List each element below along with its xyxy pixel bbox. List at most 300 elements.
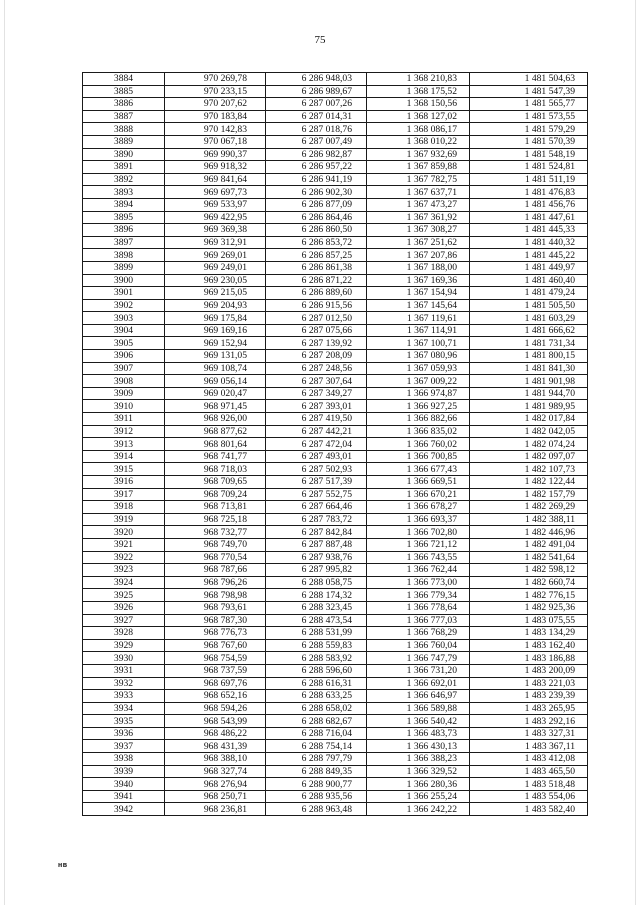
coord-x1-cell: 968 793,61 bbox=[165, 601, 266, 614]
table-row bbox=[83, 413, 588, 426]
coord-x1-cell: 969 020,47 bbox=[165, 387, 266, 400]
coord-x1-cell: 968 926,00 bbox=[165, 413, 266, 426]
coord-x2-cell: 1 368 010,22 bbox=[367, 135, 470, 148]
point-number-cell: 3898 bbox=[83, 249, 165, 262]
coord-x2-cell: 1 367 059,93 bbox=[367, 362, 470, 375]
coord-x2-cell: 1 368 175,52 bbox=[367, 85, 470, 98]
coord-y1-cell: 6 287 007,26 bbox=[266, 98, 367, 111]
point-number-cell: 3909 bbox=[83, 387, 165, 400]
point-number-cell: 3902 bbox=[83, 299, 165, 312]
coord-x2-cell: 1 367 080,96 bbox=[367, 350, 470, 363]
coord-x2-cell: 1 366 646,97 bbox=[367, 690, 470, 703]
table-row bbox=[83, 211, 588, 224]
coord-x2-cell: 1 367 145,64 bbox=[367, 299, 470, 312]
table-row bbox=[83, 148, 588, 161]
coord-x2-cell: 1 366 678,27 bbox=[367, 501, 470, 514]
table-row bbox=[83, 438, 588, 451]
coord-y1-cell: 6 288 323,45 bbox=[266, 601, 367, 614]
coord-y1-cell: 6 288 935,56 bbox=[266, 790, 367, 803]
coord-y1-cell: 6 287 842,84 bbox=[266, 526, 367, 539]
coord-x1-cell: 968 486,22 bbox=[165, 727, 266, 740]
table-row bbox=[83, 463, 588, 476]
table-row bbox=[83, 324, 588, 337]
point-number-cell: 3885 bbox=[83, 85, 165, 98]
scan-edge-right bbox=[635, 0, 636, 905]
coord-y1-cell: 6 288 633,25 bbox=[266, 690, 367, 703]
scan-edge-left bbox=[4, 0, 5, 905]
point-number-cell: 3893 bbox=[83, 186, 165, 199]
coord-y2-cell: 1 481 565,77 bbox=[470, 98, 588, 111]
coord-y2-cell: 1 481 666,62 bbox=[470, 324, 588, 337]
coord-x2-cell: 1 366 280,36 bbox=[367, 778, 470, 791]
coord-y1-cell: 6 287 208,09 bbox=[266, 350, 367, 363]
point-number-cell: 3899 bbox=[83, 261, 165, 274]
coord-x2-cell: 1 366 693,37 bbox=[367, 513, 470, 526]
point-number-cell: 3890 bbox=[83, 148, 165, 161]
point-number-cell: 3884 bbox=[83, 73, 165, 86]
coord-y1-cell: 6 288 559,83 bbox=[266, 639, 367, 652]
point-number-cell: 3910 bbox=[83, 400, 165, 413]
point-number-cell: 3897 bbox=[83, 236, 165, 249]
coord-x2-cell: 1 367 361,92 bbox=[367, 211, 470, 224]
coord-x2-cell: 1 366 540,42 bbox=[367, 715, 470, 728]
coordinates-table-body bbox=[83, 73, 588, 816]
coord-y2-cell: 1 483 554,06 bbox=[470, 790, 588, 803]
coord-x2-cell: 1 366 329,52 bbox=[367, 765, 470, 778]
coord-y2-cell: 1 481 445,33 bbox=[470, 224, 588, 237]
coord-y1-cell: 6 286 982,87 bbox=[266, 148, 367, 161]
coord-x2-cell: 1 366 760,04 bbox=[367, 639, 470, 652]
coord-x1-cell: 968 327,74 bbox=[165, 765, 266, 778]
coord-y2-cell: 1 482 598,12 bbox=[470, 564, 588, 577]
coord-y1-cell: 6 287 887,48 bbox=[266, 538, 367, 551]
table-row bbox=[83, 576, 588, 589]
table-row bbox=[83, 476, 588, 489]
coord-x1-cell: 968 725,18 bbox=[165, 513, 266, 526]
coord-x1-cell: 968 431,39 bbox=[165, 740, 266, 753]
coord-y1-cell: 6 287 493,01 bbox=[266, 450, 367, 463]
table-row bbox=[83, 450, 588, 463]
point-number-cell: 3921 bbox=[83, 538, 165, 551]
table-row bbox=[83, 652, 588, 665]
point-number-cell: 3939 bbox=[83, 765, 165, 778]
point-number-cell: 3936 bbox=[83, 727, 165, 740]
coord-y2-cell: 1 482 097,07 bbox=[470, 450, 588, 463]
table-row bbox=[83, 715, 588, 728]
coord-y1-cell: 6 288 900,77 bbox=[266, 778, 367, 791]
point-number-cell: 3894 bbox=[83, 198, 165, 211]
coord-x1-cell: 969 533,97 bbox=[165, 198, 266, 211]
point-number-cell: 3906 bbox=[83, 350, 165, 363]
coord-y2-cell: 1 482 446,96 bbox=[470, 526, 588, 539]
coord-y2-cell: 1 483 186,88 bbox=[470, 652, 588, 665]
coord-y1-cell: 6 287 419,50 bbox=[266, 413, 367, 426]
coord-x2-cell: 1 366 430,13 bbox=[367, 740, 470, 753]
point-number-cell: 3891 bbox=[83, 161, 165, 174]
coord-y2-cell: 1 482 122,44 bbox=[470, 476, 588, 489]
coord-x2-cell: 1 367 100,71 bbox=[367, 337, 470, 350]
coord-x1-cell: 968 971,45 bbox=[165, 400, 266, 413]
coord-y2-cell: 1 482 491,04 bbox=[470, 538, 588, 551]
coord-x1-cell: 969 108,74 bbox=[165, 362, 266, 375]
coord-x1-cell: 970 142,83 bbox=[165, 123, 266, 136]
point-number-cell: 3927 bbox=[83, 614, 165, 627]
table-row bbox=[83, 778, 588, 791]
coord-x1-cell: 968 709,24 bbox=[165, 488, 266, 501]
coord-x1-cell: 968 388,10 bbox=[165, 753, 266, 766]
coord-x2-cell: 1 366 974,87 bbox=[367, 387, 470, 400]
point-number-cell: 3930 bbox=[83, 652, 165, 665]
table-row bbox=[83, 564, 588, 577]
coord-x2-cell: 1 366 779,34 bbox=[367, 589, 470, 602]
coord-x2-cell: 1 367 188,00 bbox=[367, 261, 470, 274]
coord-y2-cell: 1 483 134,29 bbox=[470, 627, 588, 640]
coord-x1-cell: 969 249,01 bbox=[165, 261, 266, 274]
coord-x2-cell: 1 366 255,24 bbox=[367, 790, 470, 803]
point-number-cell: 3915 bbox=[83, 463, 165, 476]
point-number-cell: 3886 bbox=[83, 98, 165, 111]
coord-x2-cell: 1 366 743,55 bbox=[367, 551, 470, 564]
coord-x2-cell: 1 366 777,03 bbox=[367, 614, 470, 627]
table-row bbox=[83, 362, 588, 375]
coord-x1-cell: 968 543,99 bbox=[165, 715, 266, 728]
table-row bbox=[83, 526, 588, 539]
coord-y2-cell: 1 483 265,95 bbox=[470, 702, 588, 715]
coord-y1-cell: 6 288 174,32 bbox=[266, 589, 367, 602]
point-number-cell: 3932 bbox=[83, 677, 165, 690]
coord-y2-cell: 1 481 447,61 bbox=[470, 211, 588, 224]
table-row bbox=[83, 690, 588, 703]
table-row bbox=[83, 312, 588, 325]
coord-y1-cell: 6 286 889,60 bbox=[266, 287, 367, 300]
point-number-cell: 3940 bbox=[83, 778, 165, 791]
coord-y2-cell: 1 481 570,39 bbox=[470, 135, 588, 148]
point-number-cell: 3924 bbox=[83, 576, 165, 589]
coord-y1-cell: 6 287 018,76 bbox=[266, 123, 367, 136]
coord-y1-cell: 6 286 853,72 bbox=[266, 236, 367, 249]
table-row bbox=[83, 387, 588, 400]
coord-y1-cell: 6 288 531,99 bbox=[266, 627, 367, 640]
point-number-cell: 3896 bbox=[83, 224, 165, 237]
coord-y2-cell: 1 483 075,55 bbox=[470, 614, 588, 627]
coord-y1-cell: 6 288 849,35 bbox=[266, 765, 367, 778]
point-number-cell: 3912 bbox=[83, 425, 165, 438]
table-row bbox=[83, 501, 588, 514]
table-row bbox=[83, 274, 588, 287]
table-row bbox=[83, 765, 588, 778]
coord-x1-cell: 969 918,32 bbox=[165, 161, 266, 174]
coord-x2-cell: 1 366 483,73 bbox=[367, 727, 470, 740]
table-row bbox=[83, 173, 588, 186]
coord-y1-cell: 6 287 307,64 bbox=[266, 375, 367, 388]
point-number-cell: 3919 bbox=[83, 513, 165, 526]
coord-x1-cell: 968 787,66 bbox=[165, 564, 266, 577]
coord-x2-cell: 1 366 242,22 bbox=[367, 803, 470, 816]
coord-y1-cell: 6 288 716,04 bbox=[266, 727, 367, 740]
table-row bbox=[83, 627, 588, 640]
point-number-cell: 3903 bbox=[83, 312, 165, 325]
coord-y2-cell: 1 482 541,64 bbox=[470, 551, 588, 564]
coord-y1-cell: 6 287 995,82 bbox=[266, 564, 367, 577]
coord-x1-cell: 969 990,37 bbox=[165, 148, 266, 161]
coord-x1-cell: 970 067,18 bbox=[165, 135, 266, 148]
coord-y2-cell: 1 481 579,29 bbox=[470, 123, 588, 136]
table-row bbox=[83, 727, 588, 740]
coord-x2-cell: 1 366 388,23 bbox=[367, 753, 470, 766]
coord-x2-cell: 1 367 859,88 bbox=[367, 161, 470, 174]
coord-x2-cell: 1 367 169,36 bbox=[367, 274, 470, 287]
coord-x2-cell: 1 366 700,85 bbox=[367, 450, 470, 463]
coord-x1-cell: 968 697,76 bbox=[165, 677, 266, 690]
coord-y1-cell: 6 287 472,04 bbox=[266, 438, 367, 451]
coord-x1-cell: 969 056,14 bbox=[165, 375, 266, 388]
coord-y1-cell: 6 287 349,27 bbox=[266, 387, 367, 400]
coord-x1-cell: 968 732,77 bbox=[165, 526, 266, 539]
coord-y1-cell: 6 286 857,25 bbox=[266, 249, 367, 262]
table-row bbox=[83, 161, 588, 174]
coord-x1-cell: 968 713,81 bbox=[165, 501, 266, 514]
coord-y2-cell: 1 482 042,05 bbox=[470, 425, 588, 438]
coord-x2-cell: 1 367 932,69 bbox=[367, 148, 470, 161]
coord-y2-cell: 1 481 944,70 bbox=[470, 387, 588, 400]
coord-y1-cell: 6 287 012,50 bbox=[266, 312, 367, 325]
coord-y2-cell: 1 482 074,24 bbox=[470, 438, 588, 451]
coord-x1-cell: 969 175,84 bbox=[165, 312, 266, 325]
coord-y2-cell: 1 482 107,73 bbox=[470, 463, 588, 476]
coord-y1-cell: 6 286 989,67 bbox=[266, 85, 367, 98]
coord-y2-cell: 1 481 511,19 bbox=[470, 173, 588, 186]
coord-x1-cell: 968 796,26 bbox=[165, 576, 266, 589]
coord-x2-cell: 1 367 207,86 bbox=[367, 249, 470, 262]
coord-y1-cell: 6 287 075,66 bbox=[266, 324, 367, 337]
coord-y2-cell: 1 481 548,19 bbox=[470, 148, 588, 161]
point-number-cell: 3895 bbox=[83, 211, 165, 224]
point-number-cell: 3935 bbox=[83, 715, 165, 728]
coord-x2-cell: 1 366 692,01 bbox=[367, 677, 470, 690]
coord-y2-cell: 1 481 731,34 bbox=[470, 337, 588, 350]
coord-x2-cell: 1 368 210,83 bbox=[367, 73, 470, 86]
coord-x2-cell: 1 366 589,88 bbox=[367, 702, 470, 715]
coord-y2-cell: 1 482 388,11 bbox=[470, 513, 588, 526]
coord-y1-cell: 6 286 860,50 bbox=[266, 224, 367, 237]
coord-y1-cell: 6 286 948,03 bbox=[266, 73, 367, 86]
coord-x1-cell: 969 422,95 bbox=[165, 211, 266, 224]
point-number-cell: 3929 bbox=[83, 639, 165, 652]
coord-y1-cell: 6 288 583,92 bbox=[266, 652, 367, 665]
coord-y1-cell: 6 286 915,56 bbox=[266, 299, 367, 312]
point-number-cell: 3917 bbox=[83, 488, 165, 501]
coord-y2-cell: 1 481 800,15 bbox=[470, 350, 588, 363]
coord-y1-cell: 6 286 877,09 bbox=[266, 198, 367, 211]
table-row bbox=[83, 287, 588, 300]
coord-x2-cell: 1 368 127,02 bbox=[367, 110, 470, 123]
point-number-cell: 3918 bbox=[83, 501, 165, 514]
coord-x2-cell: 1 367 251,62 bbox=[367, 236, 470, 249]
table-row bbox=[83, 677, 588, 690]
coord-y2-cell: 1 481 901,98 bbox=[470, 375, 588, 388]
table-row bbox=[83, 740, 588, 753]
coord-y1-cell: 6 287 007,49 bbox=[266, 135, 367, 148]
page-number: 75 bbox=[314, 34, 326, 46]
coord-y2-cell: 1 483 292,16 bbox=[470, 715, 588, 728]
table-row bbox=[83, 186, 588, 199]
coord-x1-cell: 968 709,65 bbox=[165, 476, 266, 489]
coord-x1-cell: 968 652,16 bbox=[165, 690, 266, 703]
coord-x2-cell: 1 366 835,02 bbox=[367, 425, 470, 438]
coord-x1-cell: 968 250,71 bbox=[165, 790, 266, 803]
coord-y2-cell: 1 481 841,30 bbox=[470, 362, 588, 375]
coord-y1-cell: 6 286 864,46 bbox=[266, 211, 367, 224]
point-number-cell: 3938 bbox=[83, 753, 165, 766]
coord-y1-cell: 6 287 664,46 bbox=[266, 501, 367, 514]
coord-y1-cell: 6 286 941,19 bbox=[266, 173, 367, 186]
coord-y2-cell: 1 481 989,95 bbox=[470, 400, 588, 413]
table-row bbox=[83, 601, 588, 614]
coord-x2-cell: 1 366 882,66 bbox=[367, 413, 470, 426]
coord-x2-cell: 1 367 119,61 bbox=[367, 312, 470, 325]
coord-x1-cell: 969 841,64 bbox=[165, 173, 266, 186]
coord-y2-cell: 1 481 505,50 bbox=[470, 299, 588, 312]
coord-x1-cell: 970 207,62 bbox=[165, 98, 266, 111]
coord-y2-cell: 1 483 327,31 bbox=[470, 727, 588, 740]
coord-x2-cell: 1 367 782,75 bbox=[367, 173, 470, 186]
table-row bbox=[83, 614, 588, 627]
coord-y2-cell: 1 483 412,08 bbox=[470, 753, 588, 766]
coord-x2-cell: 1 367 114,91 bbox=[367, 324, 470, 337]
coord-x1-cell: 968 737,59 bbox=[165, 664, 266, 677]
coord-y2-cell: 1 481 456,76 bbox=[470, 198, 588, 211]
coord-y1-cell: 6 286 902,30 bbox=[266, 186, 367, 199]
coord-x1-cell: 968 776,73 bbox=[165, 627, 266, 640]
coord-y1-cell: 6 286 957,22 bbox=[266, 161, 367, 174]
table-row bbox=[83, 425, 588, 438]
coord-y2-cell: 1 482 776,15 bbox=[470, 589, 588, 602]
coord-y1-cell: 6 288 797,79 bbox=[266, 753, 367, 766]
table-row bbox=[83, 803, 588, 816]
coord-x1-cell: 968 801,64 bbox=[165, 438, 266, 451]
table-row bbox=[83, 702, 588, 715]
coord-x2-cell: 1 368 086,17 bbox=[367, 123, 470, 136]
coord-y2-cell: 1 482 017,84 bbox=[470, 413, 588, 426]
point-number-cell: 3920 bbox=[83, 526, 165, 539]
coord-y1-cell: 6 287 938,76 bbox=[266, 551, 367, 564]
coord-x1-cell: 968 754,59 bbox=[165, 652, 266, 665]
coord-y2-cell: 1 482 925,36 bbox=[470, 601, 588, 614]
point-number-cell: 3905 bbox=[83, 337, 165, 350]
point-number-cell: 3923 bbox=[83, 564, 165, 577]
coord-y2-cell: 1 483 582,40 bbox=[470, 803, 588, 816]
table-row bbox=[83, 98, 588, 111]
coordinates-table bbox=[82, 72, 588, 816]
coord-y1-cell: 6 288 473,54 bbox=[266, 614, 367, 627]
coord-x2-cell: 1 367 308,27 bbox=[367, 224, 470, 237]
coord-y2-cell: 1 481 445,22 bbox=[470, 249, 588, 262]
table-row bbox=[83, 299, 588, 312]
coord-x2-cell: 1 366 773,00 bbox=[367, 576, 470, 589]
table-row bbox=[83, 236, 588, 249]
point-number-cell: 3937 bbox=[83, 740, 165, 753]
coord-x1-cell: 969 152,94 bbox=[165, 337, 266, 350]
coord-x2-cell: 1 366 669,51 bbox=[367, 476, 470, 489]
coord-x1-cell: 969 312,91 bbox=[165, 236, 266, 249]
coord-x1-cell: 969 269,01 bbox=[165, 249, 266, 262]
coord-y2-cell: 1 481 479,24 bbox=[470, 287, 588, 300]
point-number-cell: 3889 bbox=[83, 135, 165, 148]
coord-x1-cell: 970 183,84 bbox=[165, 110, 266, 123]
point-number-cell: 3931 bbox=[83, 664, 165, 677]
point-number-cell: 3887 bbox=[83, 110, 165, 123]
coord-x2-cell: 1 366 677,43 bbox=[367, 463, 470, 476]
coord-y1-cell: 6 287 139,92 bbox=[266, 337, 367, 350]
coord-x1-cell: 968 276,94 bbox=[165, 778, 266, 791]
table-row bbox=[83, 538, 588, 551]
table-row bbox=[83, 400, 588, 413]
table-row bbox=[83, 337, 588, 350]
point-number-cell: 3941 bbox=[83, 790, 165, 803]
coord-y2-cell: 1 483 518,48 bbox=[470, 778, 588, 791]
coord-x2-cell: 1 366 670,21 bbox=[367, 488, 470, 501]
coord-x2-cell: 1 366 778,64 bbox=[367, 601, 470, 614]
coord-y2-cell: 1 481 504,63 bbox=[470, 73, 588, 86]
coord-x2-cell: 1 366 927,25 bbox=[367, 400, 470, 413]
coord-x2-cell: 1 366 702,80 bbox=[367, 526, 470, 539]
coord-y1-cell: 6 288 682,67 bbox=[266, 715, 367, 728]
table-row bbox=[83, 73, 588, 86]
coord-x2-cell: 1 366 747,79 bbox=[367, 652, 470, 665]
coord-y1-cell: 6 288 963,48 bbox=[266, 803, 367, 816]
point-number-cell: 3942 bbox=[83, 803, 165, 816]
coord-x2-cell: 1 366 762,44 bbox=[367, 564, 470, 577]
coord-y1-cell: 6 288 616,31 bbox=[266, 677, 367, 690]
point-number-cell: 3928 bbox=[83, 627, 165, 640]
coord-y2-cell: 1 483 465,50 bbox=[470, 765, 588, 778]
coord-y1-cell: 6 288 058,75 bbox=[266, 576, 367, 589]
coord-y1-cell: 6 288 658,02 bbox=[266, 702, 367, 715]
point-number-cell: 3933 bbox=[83, 690, 165, 703]
point-number-cell: 3913 bbox=[83, 438, 165, 451]
coord-y1-cell: 6 287 517,39 bbox=[266, 476, 367, 489]
table-row bbox=[83, 488, 588, 501]
coord-x1-cell: 970 269,78 bbox=[165, 73, 266, 86]
coord-y1-cell: 6 288 596,60 bbox=[266, 664, 367, 677]
table-row bbox=[83, 249, 588, 262]
table-row bbox=[83, 639, 588, 652]
coord-x1-cell: 970 233,15 bbox=[165, 85, 266, 98]
coord-y1-cell: 6 288 754,14 bbox=[266, 740, 367, 753]
coord-y1-cell: 6 287 552,75 bbox=[266, 488, 367, 501]
table-row bbox=[83, 261, 588, 274]
coord-x2-cell: 1 366 721,12 bbox=[367, 538, 470, 551]
coord-y2-cell: 1 482 660,74 bbox=[470, 576, 588, 589]
coord-y2-cell: 1 481 460,40 bbox=[470, 274, 588, 287]
coord-x1-cell: 968 749,70 bbox=[165, 538, 266, 551]
coord-y1-cell: 6 287 502,93 bbox=[266, 463, 367, 476]
coord-y2-cell: 1 481 573,55 bbox=[470, 110, 588, 123]
point-number-cell: 3907 bbox=[83, 362, 165, 375]
coord-y2-cell: 1 483 367,11 bbox=[470, 740, 588, 753]
coord-y1-cell: 6 287 248,56 bbox=[266, 362, 367, 375]
coord-y2-cell: 1 483 200,09 bbox=[470, 664, 588, 677]
table-row bbox=[83, 198, 588, 211]
coord-y2-cell: 1 482 157,79 bbox=[470, 488, 588, 501]
coord-y2-cell: 1 481 476,83 bbox=[470, 186, 588, 199]
table-row bbox=[83, 375, 588, 388]
coord-x1-cell: 969 369,38 bbox=[165, 224, 266, 237]
table-row bbox=[83, 551, 588, 564]
coord-y2-cell: 1 483 162,40 bbox=[470, 639, 588, 652]
coord-x2-cell: 1 367 473,27 bbox=[367, 198, 470, 211]
point-number-cell: 3914 bbox=[83, 450, 165, 463]
